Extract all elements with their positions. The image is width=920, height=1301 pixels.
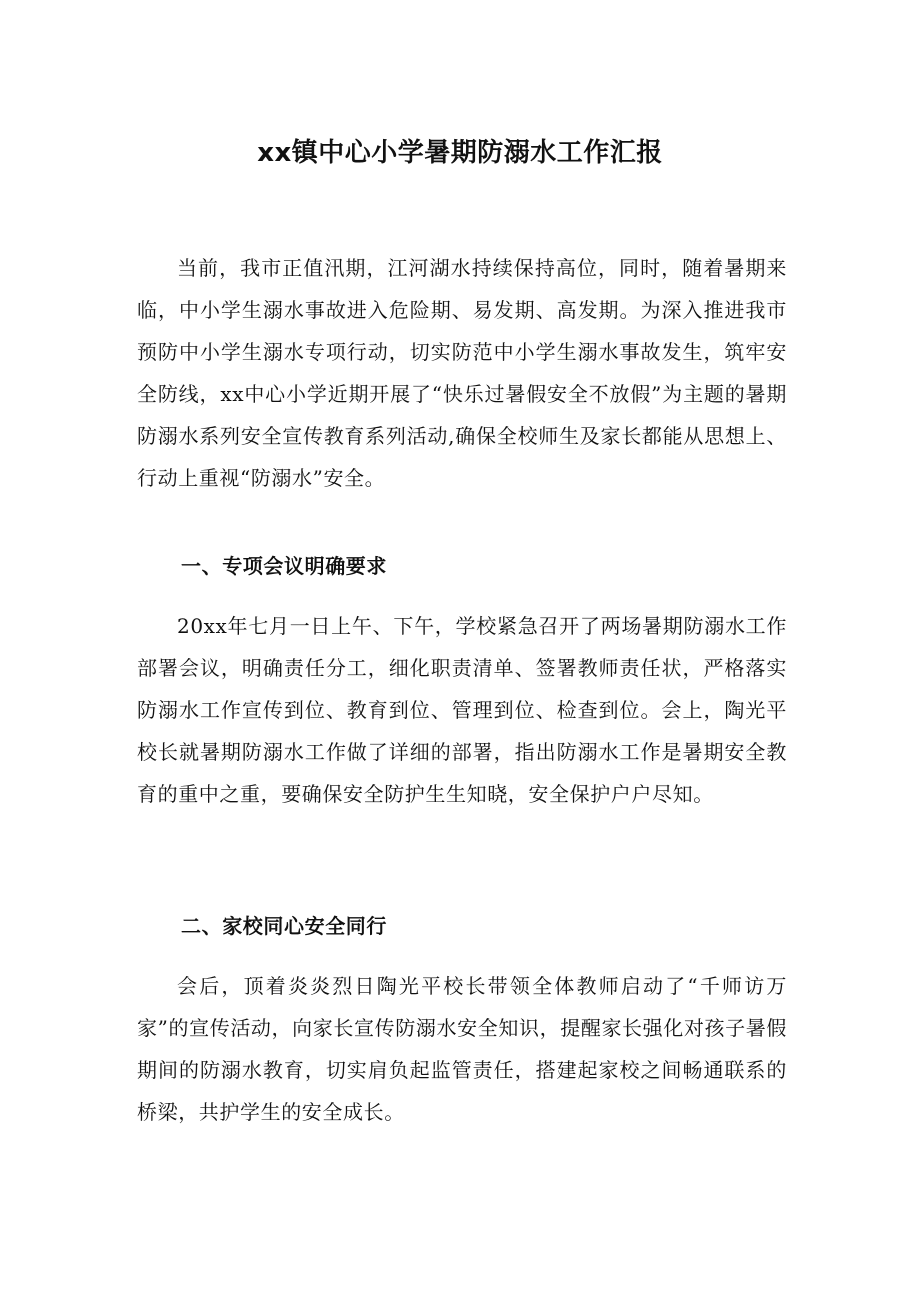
- paragraph-home-visits: 会后，顶着炎炎烈日陶光平校长带领全体教师启动了“千师访万家”的宣传活动，向家长宣传防溺水安全知识，提醒家长强化对孩子暑假期间的防溺水教育，切实肩负起监管责任，搭建起家校之间畅通联系的桥梁，共护学生的安全成长。: [137, 974, 787, 1124]
- section-heading-2: 二、家校同心安全同行: [181, 914, 387, 938]
- section-heading-1: 一、专项会议明确要求: [181, 554, 387, 578]
- paragraph-intro: 当前，我市正值汛期，江河湖水持续保持高位，同时，随着暑期来临，中小学生溺水事故进入危险期、易发期、高发期。为深入推进我市预防中小学生溺水专项行动，切实防范中小学生溺水事故发生，筑牢安全防线，xx中心小学近期开展了“快乐过暑假安全不放假”为主题的暑期防溺水系列安全宣传教育系列活动,确保全校师生及家长都能从思想上、行动上重视“防溺水”安全。: [137, 256, 787, 490]
- document-title: xx镇中心小学暑期防溺水工作汇报: [257, 138, 663, 168]
- paragraph-meeting: 20xx年七月一日上午、下午，学校紧急召开了两场暑期防溺水工作部署会议，明确责任分工，细化职责清单、签署教师责任状，严格落实防溺水工作宣传到位、教育到位、管理到位、检查到位。会上，陶光平校长就暑期防溺水工作做了详细的部署，指出防溺水工作是暑期安全教育的重中之重，要确保安全防护生生知晓，安全保护户户尽知。: [137, 614, 787, 806]
